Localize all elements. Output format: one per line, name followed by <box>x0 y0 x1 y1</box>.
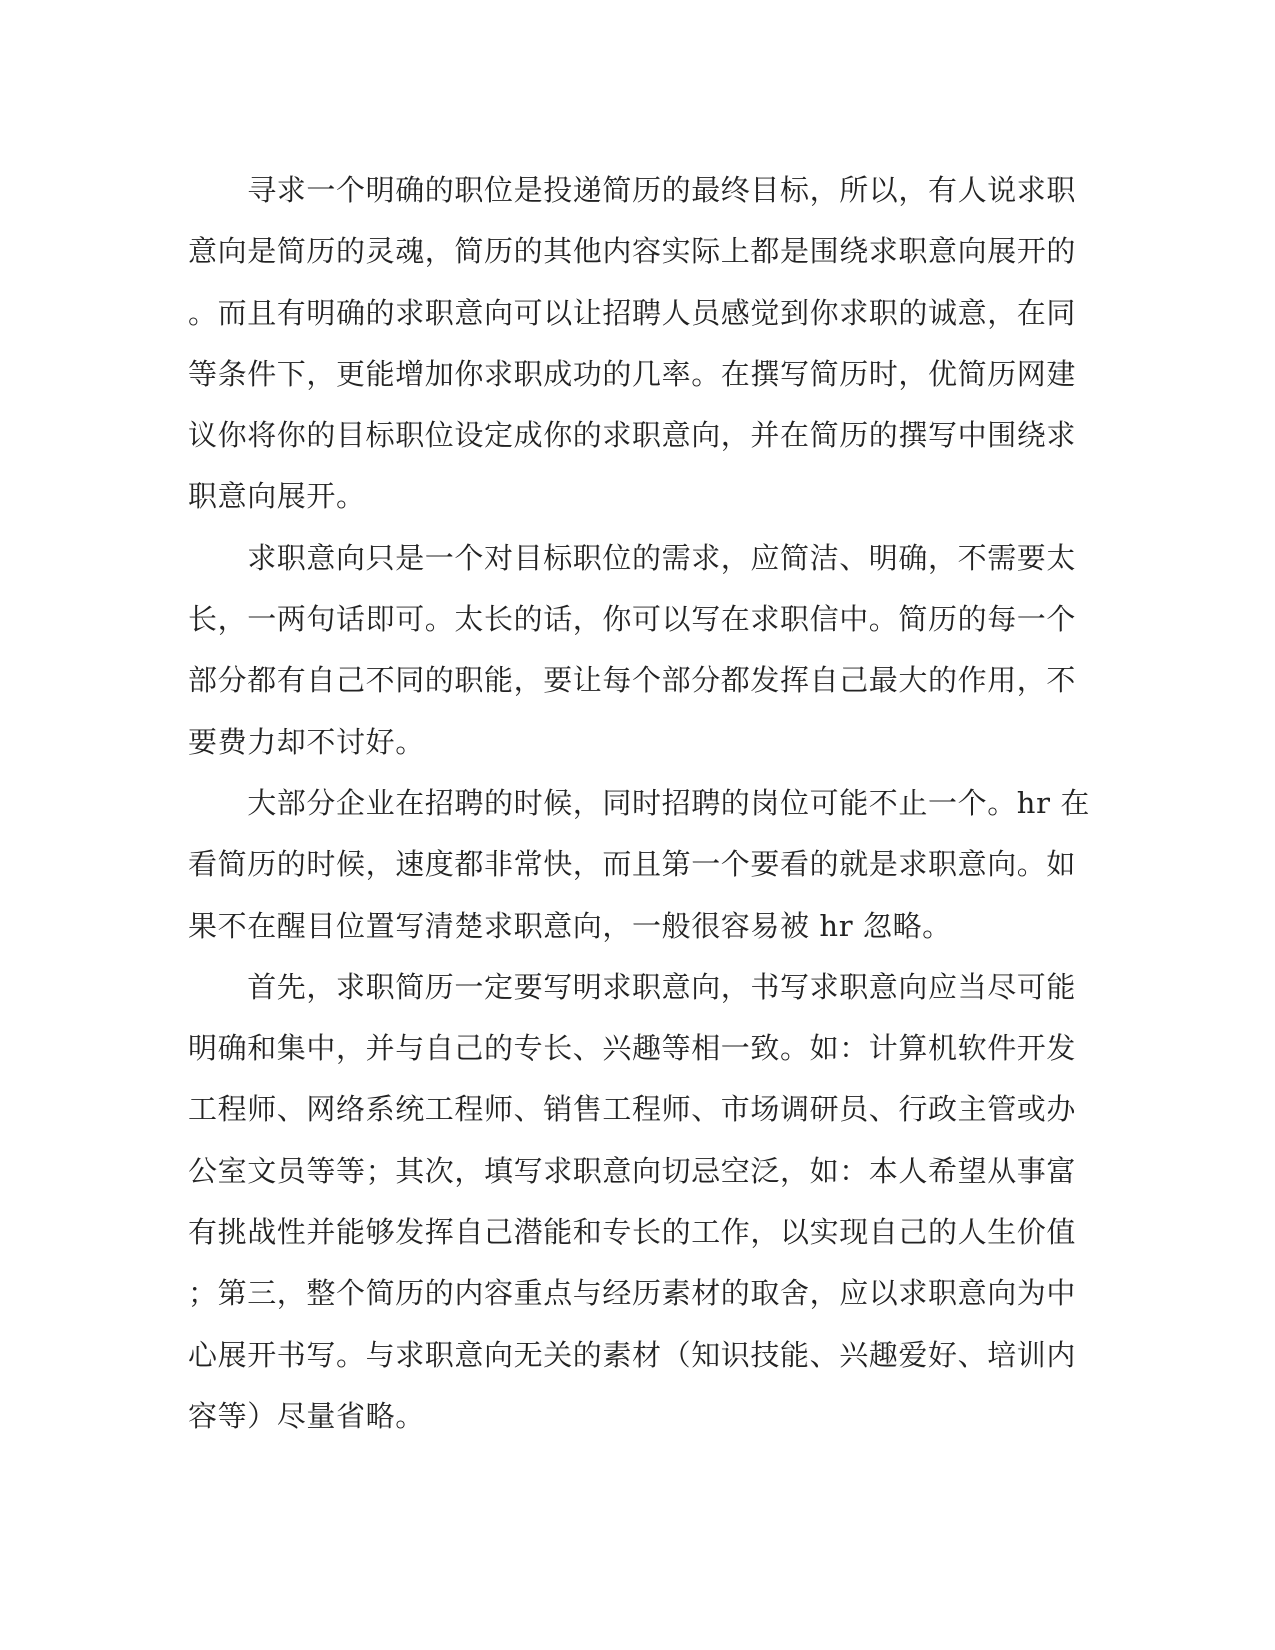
text-line: 心展开书写。与求职意向无关的素材（知识技能、兴趣爱好、培训内 <box>188 1337 1077 1372</box>
paragraph-4 <box>188 957 1077 1447</box>
text-line: 大部分企业在招聘的时候，同时招聘的岗位可能不止一个。hr 在 <box>188 785 1090 820</box>
paragraph-2 <box>188 528 1077 773</box>
text-line: 部分都有自己不同的职能，要让每个部分都发挥自己最大的作用，不 <box>188 663 1077 698</box>
text-line: 公室文员等等；其次，填写求职意向切忌空泛，如：本人希望从事富 <box>188 1153 1077 1188</box>
text-line: 要费力却不讨好。 <box>188 724 425 759</box>
text-line: 明确和集中，并与自己的专长、兴趣等相一致。如：计算机软件开发 <box>188 1031 1077 1066</box>
text-line: 有挑战性并能够发挥自己潜能和专长的工作，以实现自己的人生价值 <box>188 1215 1077 1250</box>
text-line: ；第三，整个简历的内容重点与经历素材的取舍，应以求职意向为中 <box>188 1276 1077 1311</box>
text-line: 容等）尽量省略。 <box>188 1398 425 1433</box>
text-line: 。而且有明确的求职意向可以让招聘人员感觉到你求职的诚意，在同 <box>188 295 1077 330</box>
document-body <box>188 160 1090 1447</box>
paragraph-1 <box>188 160 1077 528</box>
text-line: 意向是简历的灵魂，简历的其他内容实际上都是围绕求职意向展开的 <box>188 234 1077 269</box>
text-line: 职意向展开。 <box>188 479 366 514</box>
text-line: 寻求一个明确的职位是投递简历的最终目标，所以，有人说求职 <box>188 173 1077 207</box>
text-line: 长，一两句话即可。太长的话，你可以写在求职信中。简历的每一个 <box>188 602 1077 637</box>
text-line: 看简历的时候，速度都非常快，而且第一个要看的就是求职意向。如 <box>188 847 1077 882</box>
text-line: 果不在醒目位置写清楚求职意向，一般很容易被 hr 忽略。 <box>188 908 952 943</box>
text-line: 首先，求职简历一定要写明求职意向，书写求职意向应当尽可能 <box>188 969 1077 1004</box>
text-line: 求职意向只是一个对目标职位的需求，应简洁、明确，不需要太 <box>188 540 1077 575</box>
paragraph-3 <box>188 773 1090 957</box>
text-line: 等条件下，更能增加你求职成功的几率。在撰写简历时，优简历网建 <box>188 356 1077 391</box>
text-line: 工程师、网络系统工程师、销售工程师、市场调研员、行政主管或办 <box>188 1092 1077 1127</box>
text-line: 议你将你的目标职位设定成你的求职意向，并在简历的撰写中围绕求 <box>188 418 1077 453</box>
